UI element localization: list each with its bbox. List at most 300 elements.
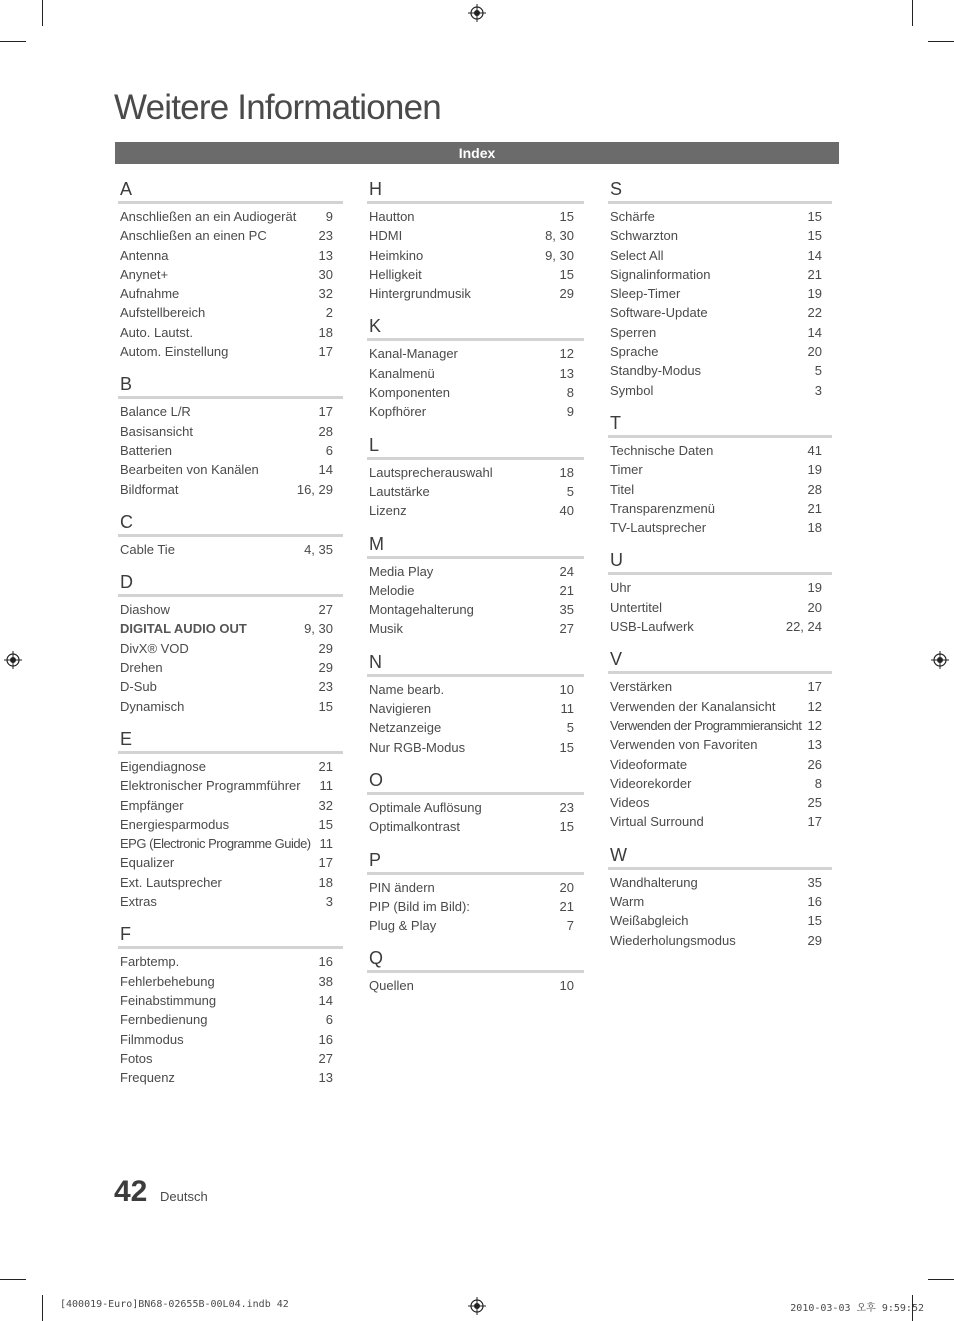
index-term: Signalinformation bbox=[610, 266, 711, 282]
index-term: Virtual Surround bbox=[610, 814, 704, 830]
index-term: Empfänger bbox=[120, 797, 184, 813]
registration-mark-icon bbox=[4, 651, 22, 669]
index-page-ref: 14 bbox=[318, 992, 333, 1008]
section-letter: F bbox=[118, 923, 343, 949]
index-term: Drehen bbox=[120, 660, 163, 676]
index-page-ref: 21 bbox=[807, 500, 822, 516]
index-term: Feinabstimmung bbox=[120, 992, 217, 1008]
index-entry bbox=[367, 482, 584, 501]
index-entry bbox=[118, 815, 343, 834]
index-entry bbox=[367, 738, 584, 757]
index-page-ref: 6 bbox=[325, 442, 333, 458]
crop-mark bbox=[0, 1279, 26, 1280]
index-page-ref: 20 bbox=[807, 599, 822, 615]
index-entry bbox=[118, 619, 343, 638]
index-page-ref: 11 bbox=[319, 836, 333, 852]
index-term: Transparenzmenü bbox=[610, 500, 716, 516]
index-entry bbox=[367, 463, 584, 482]
index-entry bbox=[118, 677, 343, 696]
section-letter: N bbox=[367, 651, 584, 677]
index-entry bbox=[608, 697, 832, 716]
index-entry bbox=[608, 361, 832, 380]
section-letter: E bbox=[118, 728, 343, 754]
index-page-ref: 12 bbox=[807, 717, 822, 733]
index-term: Timer bbox=[610, 462, 643, 478]
index-term: EPG (Electronic Programme Guide) bbox=[120, 836, 311, 852]
index-page-ref: 8 bbox=[566, 385, 574, 401]
section-letter: D bbox=[118, 571, 343, 597]
index-page-ref: 7 bbox=[566, 918, 574, 934]
index-page-ref: 32 bbox=[318, 286, 333, 302]
section-letter: Q bbox=[367, 947, 584, 973]
index-term: Fehlerbehebung bbox=[120, 973, 215, 989]
index-entry bbox=[608, 342, 832, 361]
section-letter: S bbox=[608, 178, 832, 204]
index-entry bbox=[367, 265, 584, 284]
index-page-ref: 4, 35 bbox=[304, 541, 333, 557]
section-letter: L bbox=[367, 434, 584, 460]
index-term: Wiederholungsmodus bbox=[610, 932, 736, 948]
index-entry bbox=[608, 381, 832, 400]
index-entry bbox=[608, 480, 832, 499]
index-entry bbox=[118, 1010, 343, 1029]
index-entry bbox=[118, 441, 343, 460]
index-entry bbox=[118, 1049, 343, 1068]
index-entry bbox=[608, 755, 832, 774]
index-term: HDMI bbox=[369, 228, 403, 244]
index-section-q bbox=[367, 947, 584, 995]
index-entry bbox=[118, 303, 343, 322]
index-term: Helligkeit bbox=[369, 266, 422, 282]
index-entry bbox=[608, 207, 832, 226]
index-page-ref: 10 bbox=[559, 978, 574, 994]
index-entry bbox=[608, 441, 832, 460]
crop-mark bbox=[42, 0, 43, 26]
index-page-ref: 28 bbox=[807, 481, 822, 497]
index-page-ref: 25 bbox=[807, 795, 822, 811]
index-term: Filmmodus bbox=[120, 1031, 184, 1047]
index-page-ref: 9, 30 bbox=[304, 621, 333, 637]
index-term: Optimale Auflösung bbox=[369, 799, 482, 815]
index-entry bbox=[367, 817, 584, 836]
index-term: Uhr bbox=[610, 580, 631, 596]
index-page-ref: 32 bbox=[318, 797, 333, 813]
index-page-ref: 17 bbox=[807, 679, 822, 695]
registration-mark-icon bbox=[468, 1297, 486, 1315]
index-term: Verwenden von Favoriten bbox=[610, 737, 758, 753]
index-page-ref: 11 bbox=[319, 778, 333, 794]
index-entry bbox=[608, 265, 832, 284]
index-page-ref: 23 bbox=[318, 679, 333, 695]
index-term: Fernbedienung bbox=[120, 1012, 208, 1028]
index-term: Videos bbox=[610, 795, 650, 811]
index-page-ref: 27 bbox=[318, 602, 333, 618]
index-page-ref: 2 bbox=[325, 305, 333, 321]
index-page-ref: 30 bbox=[318, 266, 333, 282]
index-page-ref: 18 bbox=[807, 520, 822, 536]
section-letter: C bbox=[118, 511, 343, 537]
index-page-ref: 15 bbox=[559, 739, 574, 755]
section-letter: K bbox=[367, 315, 584, 341]
index-term: Lizenz bbox=[369, 503, 407, 519]
index-term: Netzanzeige bbox=[369, 720, 442, 736]
index-entry bbox=[367, 562, 584, 581]
index-term: D-Sub bbox=[120, 679, 157, 695]
index-section-e bbox=[118, 728, 343, 911]
index-page-ref: 5 bbox=[814, 363, 822, 379]
index-section-p bbox=[367, 849, 584, 936]
index-page-ref: 17 bbox=[318, 344, 333, 360]
index-term: Optimalkontrast bbox=[369, 819, 461, 835]
index-entry bbox=[118, 972, 343, 991]
index-page-ref: 22 bbox=[807, 305, 822, 321]
index-entry bbox=[608, 303, 832, 322]
index-page-ref: 19 bbox=[807, 462, 822, 478]
index-entry bbox=[608, 873, 832, 892]
index-page-ref: 21 bbox=[318, 758, 333, 774]
index-entry bbox=[118, 697, 343, 716]
index-entry bbox=[118, 1030, 343, 1049]
index-column-2 bbox=[367, 178, 584, 1008]
index-term: Select All bbox=[610, 247, 664, 263]
index-term: Melodie bbox=[369, 582, 415, 598]
index-entry bbox=[118, 246, 343, 265]
section-letter: A bbox=[118, 178, 343, 204]
index-page-ref: 19 bbox=[807, 286, 822, 302]
index-page-ref: 13 bbox=[318, 1070, 333, 1086]
index-term: Bildformat bbox=[120, 481, 179, 497]
index-entry bbox=[367, 581, 584, 600]
index-page-ref: 3 bbox=[325, 894, 333, 910]
index-term: Equalizer bbox=[120, 855, 175, 871]
index-page-ref: 9 bbox=[566, 404, 574, 420]
index-term: Batterien bbox=[120, 442, 173, 458]
index-section-d bbox=[118, 571, 343, 716]
index-page-ref: 6 bbox=[325, 1012, 333, 1028]
index-page-ref: 19 bbox=[807, 580, 822, 596]
page-language: Deutsch bbox=[160, 1189, 208, 1204]
index-page-ref: 27 bbox=[318, 1050, 333, 1066]
index-entry bbox=[367, 619, 584, 638]
index-entry bbox=[118, 1068, 343, 1087]
index-entry bbox=[367, 246, 584, 265]
index-entry bbox=[118, 639, 343, 658]
index-section-u bbox=[608, 549, 832, 636]
index-entry bbox=[608, 774, 832, 793]
index-page-ref: 26 bbox=[807, 756, 822, 772]
index-term: Anschließen an einen PC bbox=[120, 228, 267, 244]
index-term: Eigendiagnose bbox=[120, 758, 207, 774]
index-term: Aufstellbereich bbox=[120, 305, 206, 321]
index-term: PIN ändern bbox=[369, 879, 435, 895]
crop-mark bbox=[42, 1295, 43, 1321]
index-entry bbox=[367, 976, 584, 995]
index-entry bbox=[367, 226, 584, 245]
index-entry bbox=[367, 878, 584, 897]
index-entry bbox=[608, 617, 832, 636]
index-entry bbox=[118, 952, 343, 971]
index-term: Lautsprecherauswahl bbox=[369, 464, 493, 480]
index-entry bbox=[608, 911, 832, 930]
index-section-l bbox=[367, 434, 584, 521]
page-number: 42 bbox=[114, 1175, 148, 1208]
crop-mark bbox=[928, 1279, 954, 1280]
section-letter: H bbox=[367, 178, 584, 204]
index-entry bbox=[608, 460, 832, 479]
index-header-bar: Index bbox=[115, 142, 839, 164]
index-entry bbox=[118, 991, 343, 1010]
index-entry bbox=[118, 226, 343, 245]
crop-mark bbox=[928, 41, 954, 42]
index-entry bbox=[608, 598, 832, 617]
index-term: Verwenden der Kanalansicht bbox=[610, 698, 776, 714]
index-term: Schwarzton bbox=[610, 228, 678, 244]
index-term: DivX® VOD bbox=[120, 640, 189, 656]
index-entry bbox=[367, 284, 584, 303]
index-entry bbox=[367, 897, 584, 916]
index-page-ref: 28 bbox=[318, 423, 333, 439]
index-entry bbox=[608, 793, 832, 812]
section-letter: W bbox=[608, 844, 832, 870]
index-page-ref: 15 bbox=[559, 209, 574, 224]
section-letter: M bbox=[367, 533, 584, 559]
index-term: Sprache bbox=[610, 344, 659, 360]
index-entry bbox=[118, 284, 343, 303]
index-section-h bbox=[367, 178, 584, 303]
index-page-ref: 14 bbox=[807, 247, 822, 263]
index-page-ref: 15 bbox=[807, 209, 822, 224]
index-term: Extras bbox=[120, 894, 157, 910]
index-entry bbox=[608, 226, 832, 245]
index-page-ref: 5 bbox=[566, 720, 574, 736]
index-term: Kopfhörer bbox=[369, 404, 427, 420]
index-page-ref: 27 bbox=[559, 621, 574, 637]
index-entry bbox=[118, 600, 343, 619]
index-page-ref: 24 bbox=[559, 563, 574, 579]
index-term: Hautton bbox=[369, 209, 415, 224]
index-page-ref: 41 bbox=[807, 442, 822, 458]
index-term: Schärfe bbox=[610, 209, 655, 224]
index-page-ref: 12 bbox=[559, 346, 574, 362]
index-entry bbox=[118, 776, 343, 795]
index-term: Nur RGB-Modus bbox=[369, 739, 466, 755]
index-page-ref: 15 bbox=[559, 266, 574, 282]
index-page-ref: 35 bbox=[559, 602, 574, 618]
index-page-ref: 20 bbox=[807, 344, 822, 360]
index-entry bbox=[608, 735, 832, 754]
index-term: Videorekorder bbox=[610, 775, 692, 791]
index-page-ref: 9, 30 bbox=[545, 247, 574, 263]
index-term: Elektronischer Programmführer bbox=[120, 778, 301, 794]
index-page-ref: 17 bbox=[807, 814, 822, 830]
index-entry bbox=[118, 480, 343, 499]
index-term: PIP (Bild im Bild): bbox=[369, 898, 470, 914]
index-term: Verstärken bbox=[610, 679, 673, 695]
index-term: Name bearb. bbox=[369, 681, 445, 697]
index-section-a bbox=[118, 178, 343, 361]
index-term: Untertitel bbox=[610, 599, 663, 615]
index-entry bbox=[118, 265, 343, 284]
index-term: Navigieren bbox=[369, 701, 432, 717]
index-term: Kanal-Manager bbox=[369, 346, 458, 362]
index-page-ref: 20 bbox=[559, 879, 574, 895]
index-column-1 bbox=[118, 178, 343, 1099]
index-page-ref: 16, 29 bbox=[296, 481, 333, 497]
index-term: Wandhalterung bbox=[610, 874, 698, 890]
index-page-ref: 40 bbox=[559, 503, 574, 519]
index-section-m bbox=[367, 533, 584, 639]
index-term: Autom. Einstellung bbox=[120, 344, 229, 360]
index-entry bbox=[118, 892, 343, 911]
index-term: Komponenten bbox=[369, 385, 450, 401]
index-entry bbox=[367, 798, 584, 817]
index-page-ref: 17 bbox=[318, 855, 333, 871]
section-letter: B bbox=[118, 373, 343, 399]
index-page-ref: 15 bbox=[807, 913, 822, 929]
index-term: Kanalmenü bbox=[369, 365, 435, 381]
index-entry bbox=[608, 931, 832, 950]
index-page-ref: 29 bbox=[559, 286, 574, 302]
index-entry bbox=[367, 718, 584, 737]
index-entry bbox=[118, 323, 343, 342]
index-term: Frequenz bbox=[120, 1070, 175, 1086]
index-page-ref: 29 bbox=[318, 660, 333, 676]
index-page-ref: 22, 24 bbox=[785, 619, 822, 635]
index-entry bbox=[367, 207, 584, 226]
index-entry bbox=[118, 402, 343, 421]
index-entry bbox=[608, 518, 832, 537]
index-page-ref: 14 bbox=[807, 324, 822, 340]
index-section-f bbox=[118, 923, 343, 1087]
index-entry bbox=[608, 578, 832, 597]
index-entry bbox=[608, 284, 832, 303]
footer-datetime: 2010-03-03 오후 9:59:52 bbox=[790, 1303, 924, 1314]
index-term: Software-Update bbox=[610, 305, 708, 321]
section-letter: O bbox=[367, 769, 584, 795]
index-entry bbox=[608, 892, 832, 911]
index-section-k bbox=[367, 315, 584, 421]
index-entry bbox=[367, 402, 584, 421]
index-term: DIGITAL AUDIO OUT bbox=[120, 621, 247, 637]
index-term: Technische Daten bbox=[610, 442, 714, 458]
index-page-ref: 10 bbox=[559, 681, 574, 697]
index-page-ref: 35 bbox=[807, 874, 822, 890]
index-term: Symbol bbox=[610, 382, 654, 398]
index-term: Dynamisch bbox=[120, 698, 185, 714]
index-term: Diashow bbox=[120, 602, 170, 618]
index-page-ref: 15 bbox=[318, 698, 333, 714]
index-term: Weißabgleich bbox=[610, 913, 689, 929]
index-term: Media Play bbox=[369, 563, 434, 579]
index-column-3 bbox=[608, 178, 832, 962]
index-page-ref: 23 bbox=[318, 228, 333, 244]
index-page-ref: 8 bbox=[814, 775, 822, 791]
index-term: Auto. Lautst. bbox=[120, 324, 193, 340]
index-entry bbox=[608, 716, 832, 735]
page-title: Weitere Informationen bbox=[114, 88, 441, 127]
index-page-ref: 15 bbox=[807, 228, 822, 244]
registration-mark-icon bbox=[931, 651, 949, 669]
index-term: Verwenden der Programmieransicht bbox=[610, 717, 802, 733]
index-page-ref: 29 bbox=[807, 932, 822, 948]
index-page-ref: 18 bbox=[318, 324, 333, 340]
section-letter: V bbox=[608, 648, 832, 674]
index-page-ref: 15 bbox=[318, 816, 333, 832]
index-entry bbox=[367, 699, 584, 718]
index-page-ref: 13 bbox=[559, 365, 574, 381]
index-term: Videoformate bbox=[610, 756, 688, 772]
index-page-ref: 21 bbox=[807, 266, 822, 282]
index-page-ref: 29 bbox=[318, 640, 333, 656]
index-entry bbox=[118, 460, 343, 479]
index-section-t bbox=[608, 412, 832, 537]
index-page-ref: 38 bbox=[318, 973, 333, 989]
index-term: Sperren bbox=[610, 324, 657, 340]
index-term: Basisansicht bbox=[120, 423, 193, 439]
registration-mark-icon bbox=[468, 4, 486, 22]
index-term: Antenna bbox=[120, 247, 169, 263]
index-term: Anschließen an ein Audiogerät bbox=[120, 209, 297, 224]
index-term: Titel bbox=[610, 481, 635, 497]
index-page-ref: 15 bbox=[559, 819, 574, 835]
section-letter: U bbox=[608, 549, 832, 575]
index-entry bbox=[118, 342, 343, 361]
index-term: Warm bbox=[610, 894, 645, 910]
index-term: Sleep-Timer bbox=[610, 286, 681, 302]
index-entry bbox=[118, 834, 343, 853]
index-page-ref: 21 bbox=[559, 898, 574, 914]
index-entry bbox=[367, 680, 584, 699]
index-entry bbox=[367, 344, 584, 363]
index-page-ref: 23 bbox=[559, 799, 574, 815]
index-section-n bbox=[367, 651, 584, 757]
index-page-ref: 9 bbox=[325, 209, 333, 224]
index-section-w bbox=[608, 844, 832, 950]
index-page-ref: 16 bbox=[318, 954, 333, 970]
index-term: Lautstärke bbox=[369, 483, 430, 499]
index-entry bbox=[118, 540, 343, 559]
index-page-ref: 16 bbox=[318, 1031, 333, 1047]
footer-file-info: [400019-Euro]BN68-02655B-00L04.indb 42 bbox=[60, 1299, 289, 1310]
index-entry bbox=[118, 207, 343, 226]
section-letter: P bbox=[367, 849, 584, 875]
index-entry bbox=[367, 383, 584, 402]
index-term: Musik bbox=[369, 621, 403, 637]
crop-mark bbox=[0, 41, 26, 42]
index-page-ref: 16 bbox=[807, 894, 822, 910]
index-entry bbox=[367, 501, 584, 520]
index-entry bbox=[118, 422, 343, 441]
index-term: Bearbeiten von Kanälen bbox=[120, 462, 259, 478]
index-page-ref: 3 bbox=[814, 382, 822, 398]
index-term: Heimkino bbox=[369, 247, 424, 263]
index-term: TV-Lautsprecher bbox=[610, 520, 707, 536]
index-entry bbox=[608, 677, 832, 696]
index-page-ref: 18 bbox=[318, 874, 333, 890]
section-letter: T bbox=[608, 412, 832, 438]
index-entry bbox=[367, 600, 584, 619]
index-section-v bbox=[608, 648, 832, 831]
crop-mark bbox=[912, 0, 913, 26]
index-page-ref: 11 bbox=[560, 701, 574, 717]
index-term: Ext. Lautsprecher bbox=[120, 874, 222, 890]
index-term: Aufnahme bbox=[120, 286, 180, 302]
index-term: Montagehalterung bbox=[369, 602, 474, 618]
index-entry bbox=[608, 246, 832, 265]
index-entry bbox=[608, 812, 832, 831]
index-page-ref: 12 bbox=[807, 698, 822, 714]
index-page-ref: 14 bbox=[318, 462, 333, 478]
